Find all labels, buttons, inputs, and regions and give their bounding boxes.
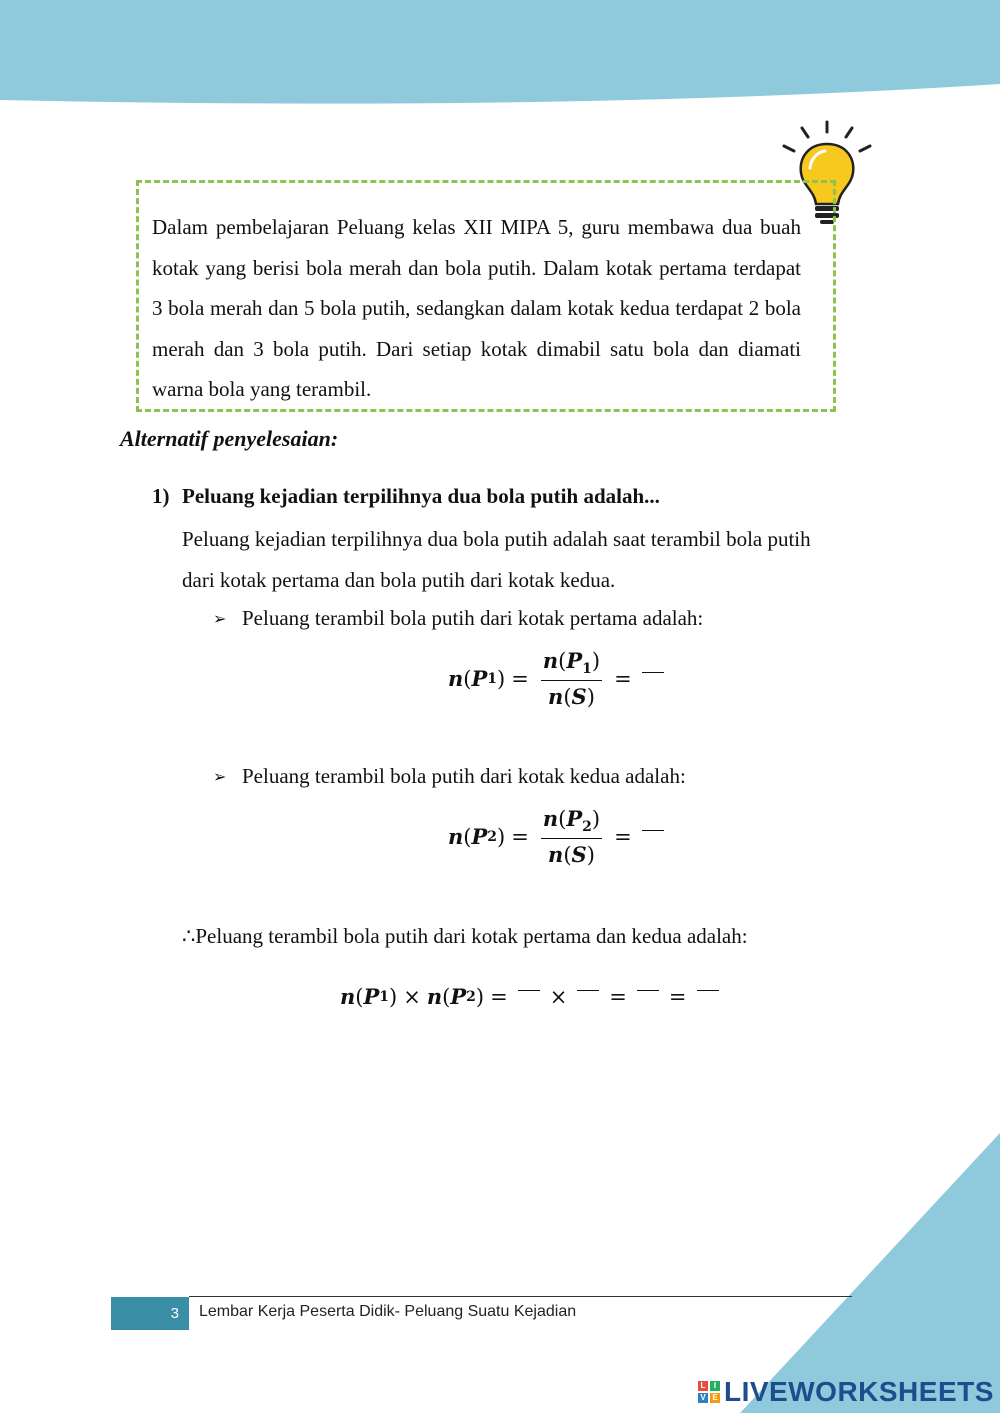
answer-blank[interactable] — [577, 990, 599, 991]
logo-letter: V — [698, 1393, 708, 1403]
fraction-denominator — [548, 839, 595, 867]
math-equals: = — [614, 824, 632, 849]
math-sub: 1 — [582, 661, 592, 678]
math-paren: ) — [497, 666, 506, 691]
answer-blank[interactable] — [642, 672, 664, 673]
question-text: Peluang kejadian terpilihnya dua bola putih adalah... — [182, 484, 660, 508]
math-equals: = — [511, 824, 529, 849]
math-paren: ( — [442, 984, 451, 1009]
top-wave-band — [0, 0, 1000, 110]
math-paren: ( — [463, 824, 472, 849]
liveworksheets-logo-icon — [698, 1381, 720, 1403]
math-sub: 2 — [487, 828, 498, 845]
math-paren: ) — [586, 685, 595, 710]
bullet-first-text: Peluang terambil bola putih dari kotak pertama adalah: — [242, 606, 704, 630]
logo-letter: L — [698, 1381, 708, 1391]
math-paren: ( — [463, 666, 472, 691]
answer-blank[interactable] — [642, 830, 664, 831]
math-p: P — [566, 806, 583, 831]
bullet-second-box — [213, 764, 686, 789]
fraction — [541, 806, 602, 867]
math-p: P — [363, 984, 380, 1009]
brand-name: LIVEWORKSHEETS — [724, 1376, 994, 1407]
corner-triangle — [740, 1133, 1000, 1413]
logo-letter: E — [710, 1393, 720, 1403]
answer-blank[interactable] — [697, 990, 719, 991]
math-paren: ( — [563, 843, 572, 868]
footer-title: Lembar Kerja Peserta Didik- Peluang Suatu Kejadian — [199, 1303, 577, 1320]
math-equals: = — [490, 984, 508, 1009]
math-times: × — [403, 984, 421, 1009]
math-n: n — [448, 824, 464, 850]
math-sub: 2 — [466, 988, 476, 1005]
math-n: n — [340, 984, 356, 1009]
formula-p1 — [448, 648, 668, 709]
fraction-numerator — [541, 648, 602, 681]
fraction — [541, 648, 602, 709]
math-equals: = — [614, 666, 632, 691]
math-s: S — [571, 684, 587, 710]
problem-text: Dalam pembelajaran Peluang kelas XII MIPA 5, guru membawa dua buah kotak yang berisi bola merah dan bola putih. Dalam kotak pertama terdapat 3 bola merah dan 5 bola putih, sedangkan dalam kotak kedua terdapat 2 bola merah dan 3 bola putih. Dari setiap kotak dimabil satu bola dan diamati warna bola yang terambil. — [152, 215, 801, 401]
math-equals: = — [511, 666, 529, 691]
math-paren: ) — [389, 984, 398, 1009]
liveworksheets-brand — [698, 1376, 994, 1408]
problem-box — [136, 180, 836, 412]
formula-p2 — [448, 806, 668, 867]
question-number: 1) — [152, 484, 170, 508]
math-paren: ) — [475, 984, 485, 1009]
math-p: P — [450, 984, 467, 1009]
math-paren: ( — [563, 685, 572, 710]
math-paren: ) — [591, 649, 601, 673]
math-paren: ( — [355, 984, 364, 1009]
answer-blank[interactable] — [518, 990, 540, 991]
arrow-bullet-icon: ➢ — [213, 610, 227, 628]
math-sub: 2 — [582, 819, 592, 836]
math-paren: ) — [497, 824, 506, 849]
conclusion-text: ∴Peluang terambil bola putih dari kotak pertama dan kedua adalah: — [182, 924, 748, 948]
math-n: n — [426, 984, 443, 1009]
math-equals: = — [609, 984, 627, 1009]
math-n: n — [548, 684, 564, 710]
solution-title: Alternatif penyelesaian: — [120, 426, 339, 451]
math-paren: ) — [586, 843, 595, 868]
math-paren: ( — [558, 807, 567, 831]
question-heading — [152, 484, 660, 509]
math-paren: ) — [591, 807, 601, 831]
math-p: P — [471, 666, 488, 692]
bullet-first-box — [213, 606, 703, 631]
logo-letter: I — [710, 1381, 720, 1391]
footer-divider — [189, 1296, 852, 1297]
fraction-denominator — [548, 681, 595, 709]
page-number: 3 — [111, 1297, 189, 1330]
math-p: P — [471, 824, 488, 850]
formula-product — [340, 984, 723, 1009]
math-n: n — [542, 806, 559, 831]
arrow-bullet-icon: ➢ — [213, 768, 227, 786]
answer-blank[interactable] — [637, 990, 659, 991]
math-times: × — [549, 984, 568, 1009]
math-equals: = — [668, 984, 687, 1009]
math-s: S — [571, 842, 587, 868]
math-n: n — [542, 648, 559, 673]
fraction-numerator — [541, 806, 602, 839]
math-sub: 1 — [379, 988, 390, 1005]
question-explanation: Peluang kejadian terpilihnya dua bola putih adalah saat terambil bola putih dari kotak pertama dan bola putih dari kotak kedua. — [182, 527, 811, 592]
math-sub: 1 — [487, 670, 498, 687]
math-p: P — [566, 648, 583, 673]
math-paren: ( — [558, 649, 567, 673]
math-n: n — [548, 842, 564, 868]
bullet-second-text: Peluang terambil bola putih dari kotak kedua adalah: — [242, 764, 686, 788]
math-n: n — [448, 666, 464, 692]
